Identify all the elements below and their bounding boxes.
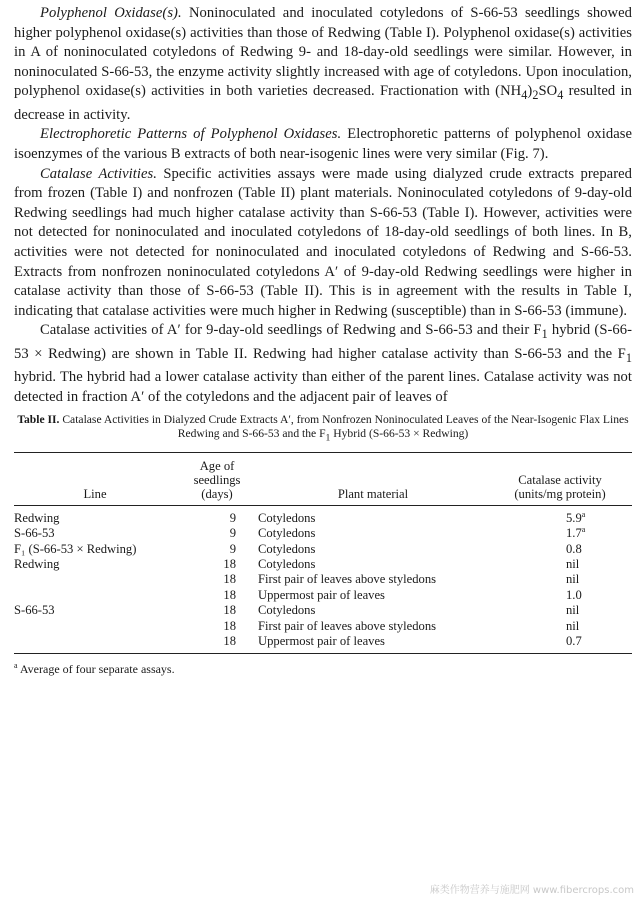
cell-plant-material: Cotyledons xyxy=(258,510,316,525)
header-age: Age of seedlings (days) xyxy=(193,458,241,501)
cell-line xyxy=(14,619,176,634)
cell-line: Redwing xyxy=(14,556,60,571)
cell-catalase-activity: nil xyxy=(566,556,580,571)
header-plant-material: Plant material xyxy=(337,486,409,501)
table-header-row xyxy=(14,453,632,505)
cell-line xyxy=(14,588,176,603)
table-row xyxy=(14,506,632,526)
paper-page xyxy=(14,4,632,677)
cell-line: S-66-53 xyxy=(14,526,55,541)
catalase-table xyxy=(14,453,632,654)
cell-catalase-activity: 1.0 xyxy=(566,587,582,602)
cell-line xyxy=(14,572,176,587)
cell-age: 9 xyxy=(229,541,236,556)
cell-catalase-activity: nil xyxy=(566,572,580,587)
cell-age: 18 xyxy=(223,587,236,602)
cell-plant-material: First pair of leaves above styledons xyxy=(258,618,437,633)
cell-plant-material: Cotyledons xyxy=(258,541,316,556)
table-row xyxy=(14,619,632,634)
footnote-marker: a xyxy=(581,525,586,535)
table-row xyxy=(14,588,632,603)
cell-catalase-activity: 5.9$^a$ xyxy=(566,509,586,525)
table-row xyxy=(14,634,632,653)
table-row xyxy=(14,526,632,541)
table-label: Table II. xyxy=(17,412,60,426)
cell-line xyxy=(14,634,176,653)
paragraph-catalase-hybrid: Catalase activities of A′ for 9-day-old seedlings of Redwing and S-66-53 and their $F_1$ hybrid (S-66-53 × Redwing) are shown in Table II. Redwing had higher catalase activity than S-66-53 and the $F_1$ hybrid. The hybrid had a lower catalase activity than either of the parent lines. Catalase activity was not detected in fraction A′ of the cotyledons and the adjacent pair of leaves of xyxy=(14,322,632,405)
cell-age: 18 xyxy=(223,572,236,587)
section-heading: Polyphenol Oxidase(s). xyxy=(40,5,182,21)
cell-line: Redwing xyxy=(14,510,60,525)
footnote-marker: a xyxy=(581,509,586,519)
table-row xyxy=(14,542,632,557)
cell-plant-material: Uppermost pair of leaves xyxy=(258,587,385,602)
watermark: 麻类作物营养与施肥网 www.fibercrops.com xyxy=(429,885,634,896)
table-row xyxy=(14,557,632,572)
cell-age: 18 xyxy=(223,633,236,648)
cell-plant-material: Cotyledons xyxy=(258,603,316,618)
cell-catalase-activity: nil xyxy=(566,618,580,633)
cell-catalase-activity: 1.7$^a$ xyxy=(566,525,586,541)
cell-age: 9 xyxy=(229,510,236,525)
cell-plant-material: Cotyledons xyxy=(258,526,316,541)
header-catalase-activity: Catalase activity (units/mg protein) xyxy=(514,472,606,501)
cell-plant-material: First pair of leaves above styledons xyxy=(258,572,437,587)
paragraph-polyphenol-oxidase: Polyphenol Oxidase(s). Noninoculated and inoculated cotyledons of S-66-53 seedlings showed higher polyphenol oxidase(s) activities than those of Redwing (Table I). Polyphenol oxidase(s) activities in A of noninoculated cotyledons of Redwing 9- and 18-day-old seedlings were similar. However, in noninoculated S-66-53, the enzyme activity slightly increased with age of cotyledons. Upon inoculation, polyphenol oxidase(s) activities in both varieties decreased. Fractionation with $(NH_4)_2SO_4$ resulted in decrease in activity. xyxy=(14,5,632,123)
cell-age: 9 xyxy=(229,526,236,541)
cell-catalase-activity: 0.8 xyxy=(566,541,582,556)
paragraph-catalase-activities: Catalase Activities. Specific activities assays were made using dialyzed crude extracts prepared from frozen (Table I) and nonfrozen (Table II) plant materials. Noninoculated cotyledons of 9-day-old Redwing seedlings had much higher catalase activity than S-66-53 (Table I). However, activities were not detected for noninoculated and inoculated cotyledons of 18-day-old seedlings of both lines. In B, activities were not detected for noninoculated and inoculated cotyledons of Redwing and S-66-53. Extracts from nonfrozen noninoculated cotyledons A′ of 9-day-old Redwing seedlings were higher in catalase activity than those of S-66-53 (Table II). This is in agreement with the results in Table I, indicating that catalase activities were much higher in Redwing (susceptible) than in S-66-53 (immune). xyxy=(14,165,632,319)
cell-line: S-66-53 xyxy=(14,603,55,618)
cell-plant-material: Cotyledons xyxy=(258,556,316,571)
section-heading: Electrophoretic Patterns of Polyphenol Oxidases. xyxy=(40,126,342,143)
table-row xyxy=(14,572,632,587)
cell-catalase-activity: nil xyxy=(566,603,580,618)
header-line: Line xyxy=(83,486,107,501)
table-caption: Table II. Catalase Activities in Dialyzed Crude Extracts A′, from Nonfrozen Noninoculated Leaves of the Near-Isogenic Flax Lines Redwing and S-66-53 and the $F_1$ Hybrid (S-66-53 × Redwing) xyxy=(17,412,629,444)
paragraph-electrophoretic-patterns: Electrophoretic Patterns of Polyphenol Oxidases. Electrophoretic patterns of polyphenol oxidase isoenzymes of the various B extracts of both near-isogenic lines were very similar (Fig. 7). xyxy=(14,126,633,163)
section-heading: Catalase Activities. xyxy=(40,165,157,182)
cell-plant-material: Uppermost pair of leaves xyxy=(258,633,385,648)
table-bottom-rule xyxy=(14,653,632,654)
cell-age: 18 xyxy=(223,603,236,618)
cell-age: 18 xyxy=(223,556,236,571)
cell-catalase-activity: 0.7 xyxy=(566,633,582,648)
table-footnote: $^a$ Average of four separate assays. xyxy=(14,661,175,677)
cell-line: F₁ (S-66-53 × Redwing) xyxy=(14,541,137,556)
cell-age: 18 xyxy=(223,618,236,633)
table-row xyxy=(14,603,632,618)
